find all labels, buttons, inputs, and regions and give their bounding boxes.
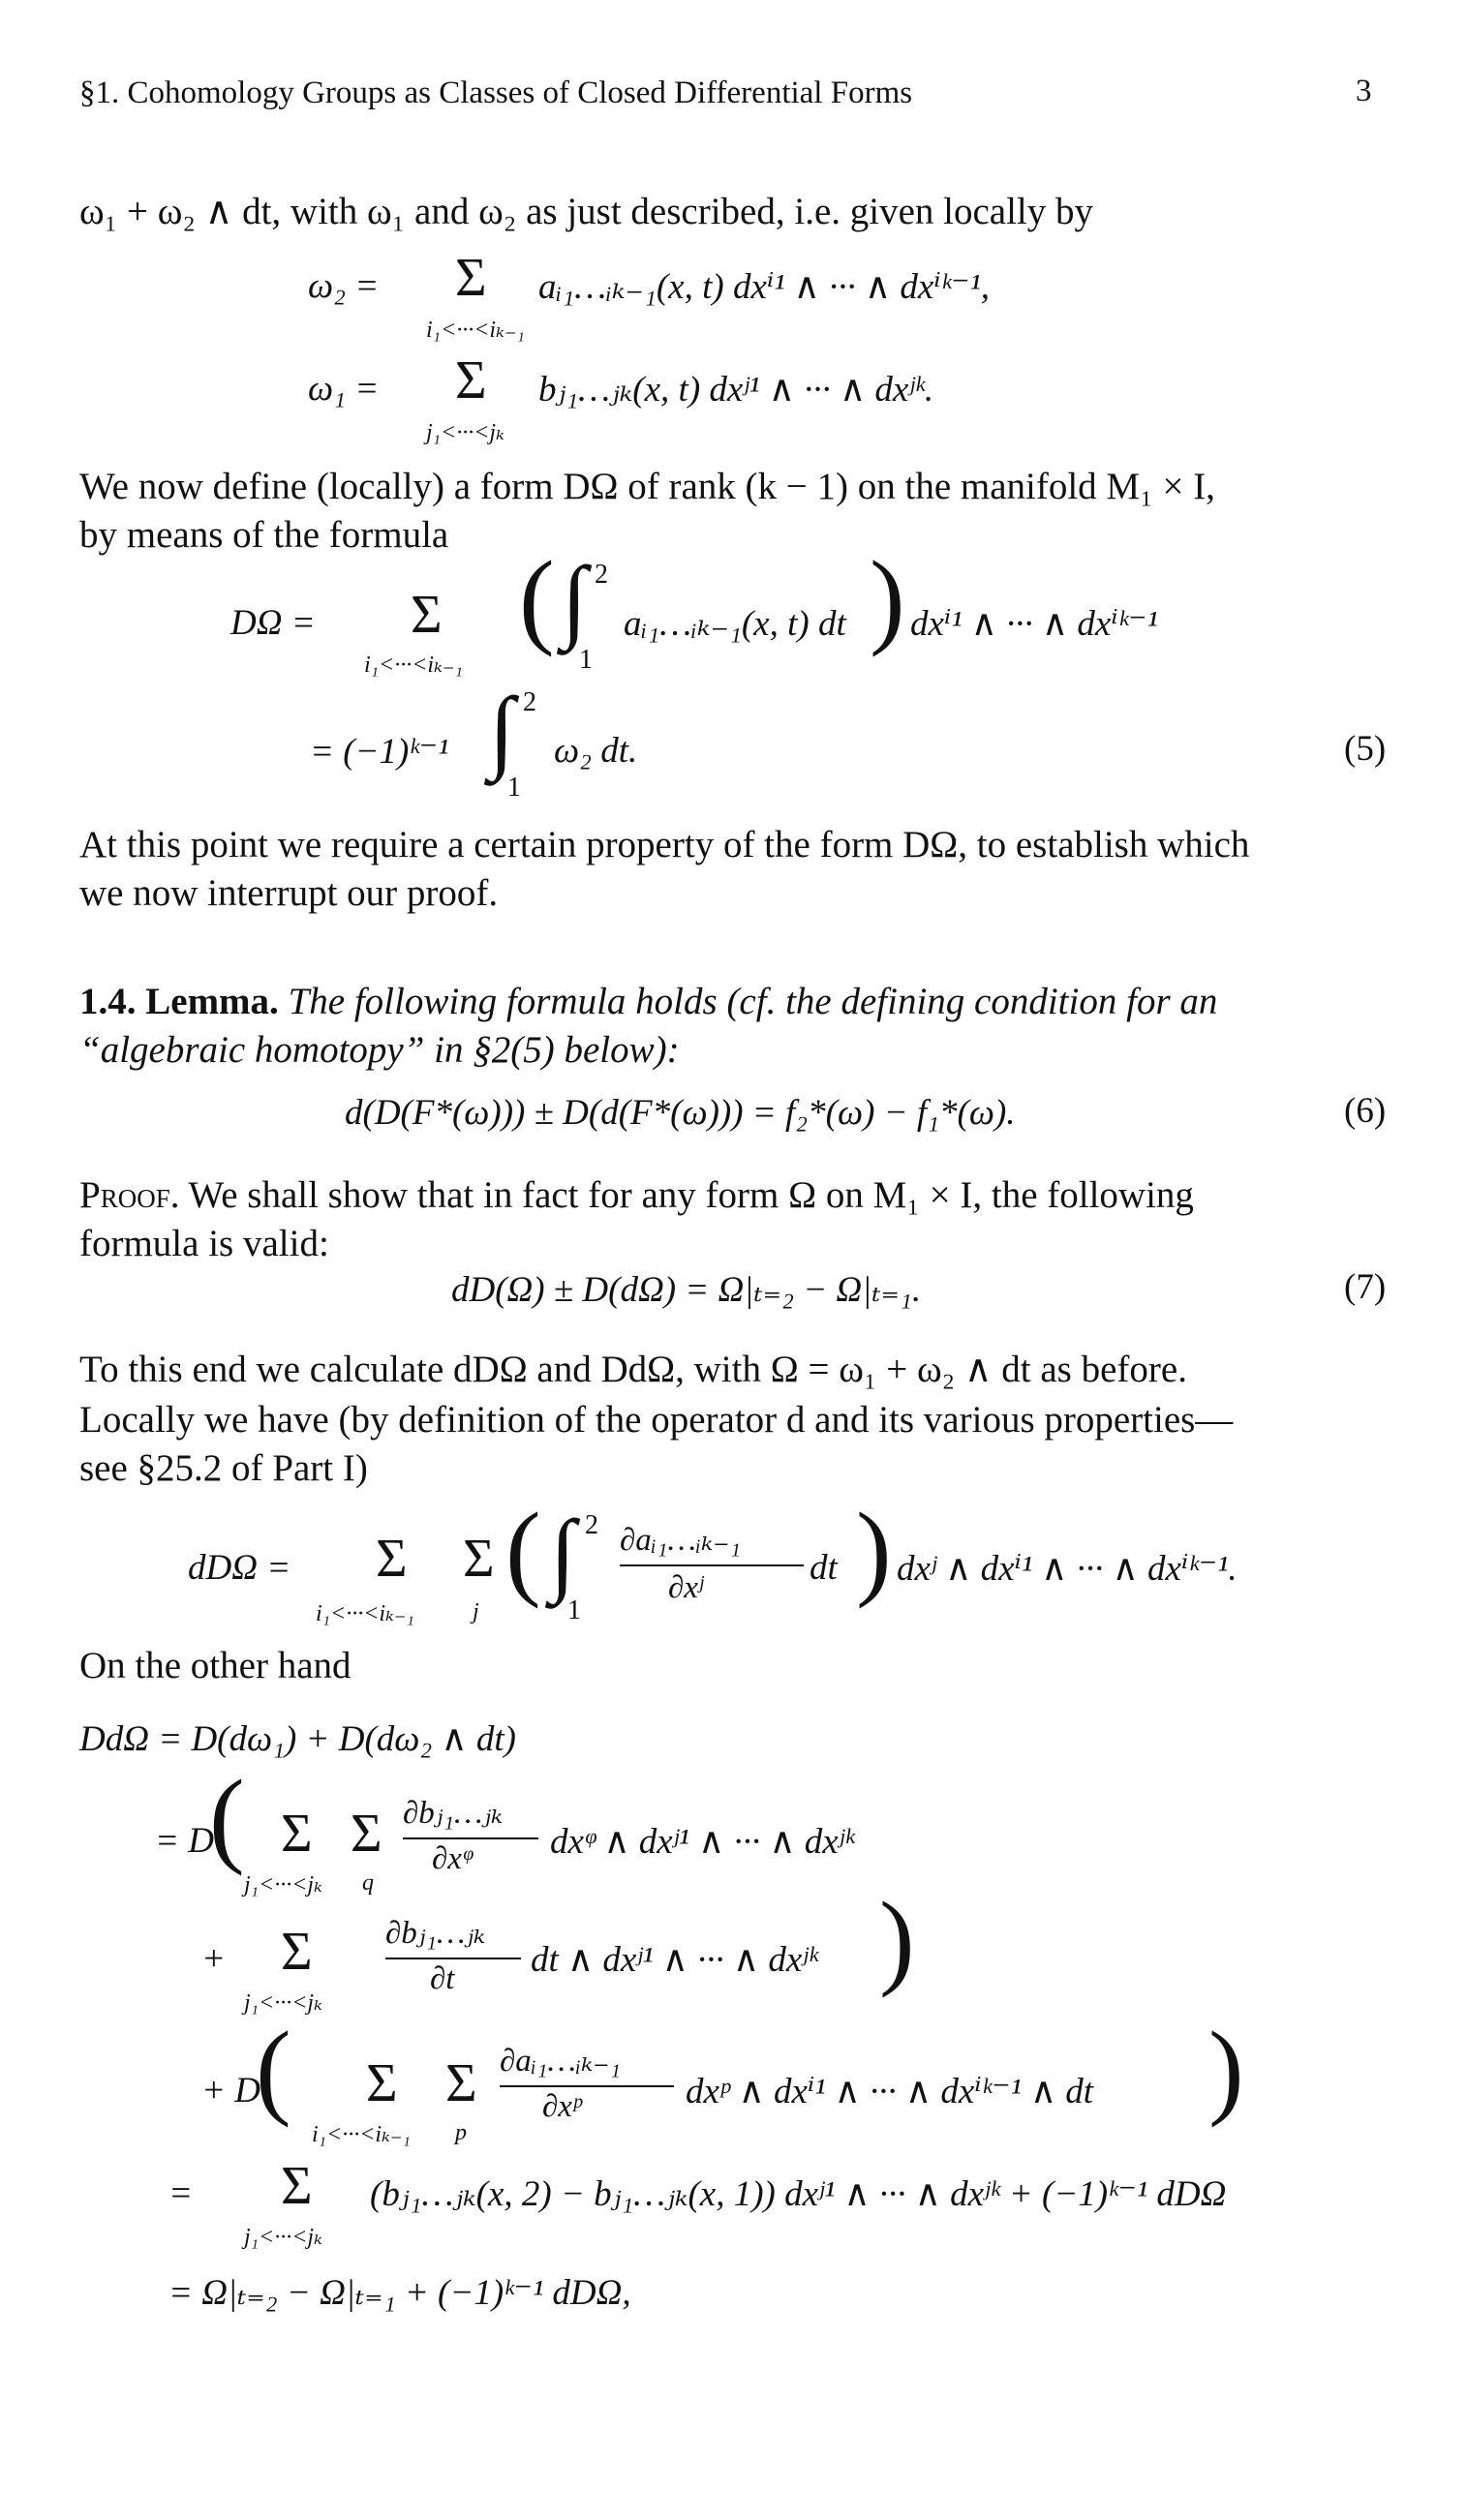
- line4-lead: + D: [201, 2071, 260, 2110]
- sigma-symbol: Σ: [455, 350, 487, 410]
- right-paren: ): [1208, 2010, 1244, 2128]
- omega2-lhs: ω₂ =: [308, 266, 380, 306]
- DdOmega-line: DdΩ = D(dω₁) + D(dω₂ ∧ dt): [79, 1719, 516, 1759]
- proof-text-1: We shall show that in fact for any form Ω on M₁ × I, the following: [188, 1174, 1194, 1216]
- right-paren: ): [856, 1491, 892, 1609]
- lemma-block: [79, 980, 1217, 1023]
- omega2-body: aᵢ₁…ᵢₖ₋₁(x, t) dxⁱ¹ ∧ ··· ∧ dxⁱᵏ⁻¹,: [538, 267, 990, 307]
- integral-sign: ∫: [562, 547, 588, 651]
- line4-frac-num: ∂aᵢ₁…ᵢₖ₋₁: [500, 2044, 621, 2079]
- define-para-line-2: by means of the formula: [79, 514, 449, 556]
- integral-upper-limit: 2: [595, 560, 608, 590]
- equation-number-5: (5): [1344, 729, 1387, 769]
- proof-formula: dD(Ω) ± D(dΩ) = Ω|ₜ₌₂ − Ω|ₜ₌₁.: [451, 1270, 922, 1310]
- proof-block: [79, 1173, 1194, 1217]
- dDOmega-index-i: i₁<···<iₖ₋₁: [316, 1601, 414, 1626]
- line4-tail: dxᵖ ∧ dxⁱ¹ ∧ ··· ∧ dxⁱᵏ⁻¹ ∧ dt: [686, 2072, 1094, 2111]
- line6: = Ω|ₜ₌₂ − Ω|ₜ₌₁ + (−1)ᵏ⁻¹ dDΩ,: [168, 2273, 631, 2313]
- lemma-text-1: The following formula holds (cf. the defining condition for an: [288, 981, 1218, 1022]
- DOmega-tail: dxⁱ¹ ∧ ··· ∧ dxⁱᵏ⁻¹: [910, 604, 1158, 644]
- integral-sign: ∫: [489, 678, 515, 781]
- line4-frac-den: ∂xᵖ: [542, 2089, 582, 2124]
- line3-frac-num: ∂bⱼ₁…ⱼₖ: [385, 1916, 486, 1951]
- lemma-label: 1.4. Lemma.: [79, 981, 279, 1022]
- sigma-symbol: Σ: [445, 2053, 477, 2113]
- line4-index-p: p: [455, 2120, 467, 2145]
- sigma-symbol: Σ: [281, 2156, 313, 2216]
- line3-tail: dt ∧ dxʲ¹ ∧ ··· ∧ dxʲᵏ: [531, 1940, 818, 1980]
- point-para-line-1: At this point we require a certain property of the form DΩ, to establish which: [79, 824, 1250, 865]
- integral-sign: ∫: [550, 1501, 576, 1604]
- dDOmega-frac-den: ∂xʲ: [668, 1570, 704, 1605]
- sigma-symbol: Σ: [281, 1804, 313, 1864]
- sigma-symbol: Σ: [376, 1529, 408, 1589]
- sigma-symbol: Σ: [463, 1529, 495, 1589]
- integral-upper-limit: 2: [585, 1510, 598, 1540]
- other-hand-text: On the other hand: [79, 1645, 351, 1686]
- integral-lower-limit: 1: [507, 773, 521, 803]
- omega2-index: i₁<···<iₖ₋₁: [426, 318, 525, 343]
- omega1-index: j₁<···<jₖ: [426, 420, 504, 445]
- line2-index-j: j₁<···<jₖ: [244, 1872, 322, 1898]
- fraction-bar: [385, 1958, 521, 1959]
- line2-frac-den: ∂xᵠ: [432, 1841, 473, 1876]
- fraction-bar: [620, 1564, 804, 1566]
- define-para-line-1: We now define (locally) a form DΩ of rank (k − 1) on the manifold M₁ × I,: [79, 466, 1215, 507]
- DOmega-integrand: aᵢ₁…ᵢₖ₋₁(x, t) dt: [624, 604, 846, 644]
- intro-line: ω₁ + ω₂ ∧ dt, with ω₁ and ω₂ as just described, i.e. given locally by: [79, 191, 1094, 232]
- sigma-symbol: Σ: [366, 2053, 398, 2113]
- integral-lower-limit: 1: [567, 1595, 581, 1625]
- proof-text-2: formula is valid:: [79, 1223, 329, 1264]
- line2-frac-num: ∂bⱼ₁…ⱼₖ: [403, 1796, 504, 1831]
- line3-frac-den: ∂t: [430, 1961, 455, 1996]
- point-para-line-2: we now interrupt our proof.: [79, 872, 499, 914]
- calc-para-line-1: To this end we calculate dDΩ and DdΩ, with Ω = ω₁ + ω₂ ∧ dt as before.: [79, 1349, 1187, 1390]
- sigma-symbol: Σ: [281, 1922, 313, 1982]
- sigma-symbol: Σ: [351, 1804, 382, 1864]
- dDOmega-tail: dxʲ ∧ dxⁱ¹ ∧ ··· ∧ dxⁱᵏ⁻¹.: [897, 1549, 1238, 1589]
- fraction-bar: [500, 2085, 674, 2087]
- right-paren: ): [879, 1880, 915, 1998]
- dDOmega-frac-num: ∂aᵢ₁…ᵢₖ₋₁: [620, 1523, 741, 1558]
- DOmega-lhs: DΩ =: [230, 603, 316, 643]
- dDOmega-lhs: dDΩ =: [188, 1548, 291, 1588]
- omega1-lhs: ω₁ =: [308, 369, 380, 409]
- line3-lead: +: [201, 1939, 226, 1979]
- fraction-bar: [403, 1837, 538, 1839]
- line4-index-i: i₁<···<iₖ₋₁: [312, 2122, 411, 2147]
- calc-para-line-2: Locally we have (by definition of the operator d and its various properties—: [79, 1399, 1234, 1441]
- lemma-formula: d(D(F*(ω))) ± D(d(F*(ω))) = f₂*(ω) − f₁*(ω).: [345, 1093, 1016, 1133]
- left-paren: (: [505, 1491, 541, 1609]
- dDOmega-dt: dt: [810, 1548, 838, 1588]
- equation-number-6: (6): [1344, 1091, 1387, 1131]
- integral-upper-limit: 2: [523, 687, 536, 717]
- left-paren: (: [209, 1758, 245, 1876]
- DOmega-index: i₁<···<iₖ₋₁: [364, 653, 463, 678]
- line2-lead: = D: [155, 1821, 214, 1861]
- omega1-body: bⱼ₁…ⱼₖ(x, t) dxʲ¹ ∧ ··· ∧ dxʲᵏ.: [538, 370, 934, 410]
- lemma-text-2: “algebraic homotopy” in §2(5) below):: [79, 1029, 680, 1071]
- line5-body: (bⱼ₁…ⱼₖ(x, 2) − bⱼ₁…ⱼₖ(x, 1)) dxʲ¹ ∧ ··· ∧ dxʲᵏ + (−1)ᵏ⁻¹ dDΩ: [370, 2174, 1227, 2214]
- proof-label: Proof.: [79, 1174, 180, 1216]
- sigma-symbol: Σ: [455, 248, 487, 308]
- line2-index-q: q: [362, 1870, 374, 1896]
- line5-index-j: j₁<···<jₖ: [244, 2225, 322, 2250]
- running-header: §1. Cohomology Groups as Classes of Closed Differential Forms: [79, 76, 913, 110]
- eq5-line: = (−1)ᵏ⁻¹: [310, 732, 449, 772]
- line2-tail: dxᵠ ∧ dxʲ¹ ∧ ··· ∧ dxʲᵏ: [550, 1822, 855, 1862]
- line3-index-j: j₁<···<jₖ: [244, 1990, 322, 2016]
- dDOmega-index-j: j: [473, 1599, 479, 1624]
- left-paren: (: [256, 2010, 291, 2128]
- right-paren: ): [870, 539, 905, 657]
- page-number: 3: [1356, 74, 1372, 108]
- integral-lower-limit: 1: [579, 645, 593, 675]
- equation-number-7: (7): [1344, 1267, 1387, 1307]
- calc-para-line-3: see §25.2 of Part I): [79, 1447, 368, 1489]
- sigma-symbol: Σ: [411, 585, 443, 645]
- left-paren: (: [519, 539, 555, 657]
- line5-lead: =: [168, 2173, 193, 2213]
- eq5-tail: ω₂ dt.: [554, 731, 638, 771]
